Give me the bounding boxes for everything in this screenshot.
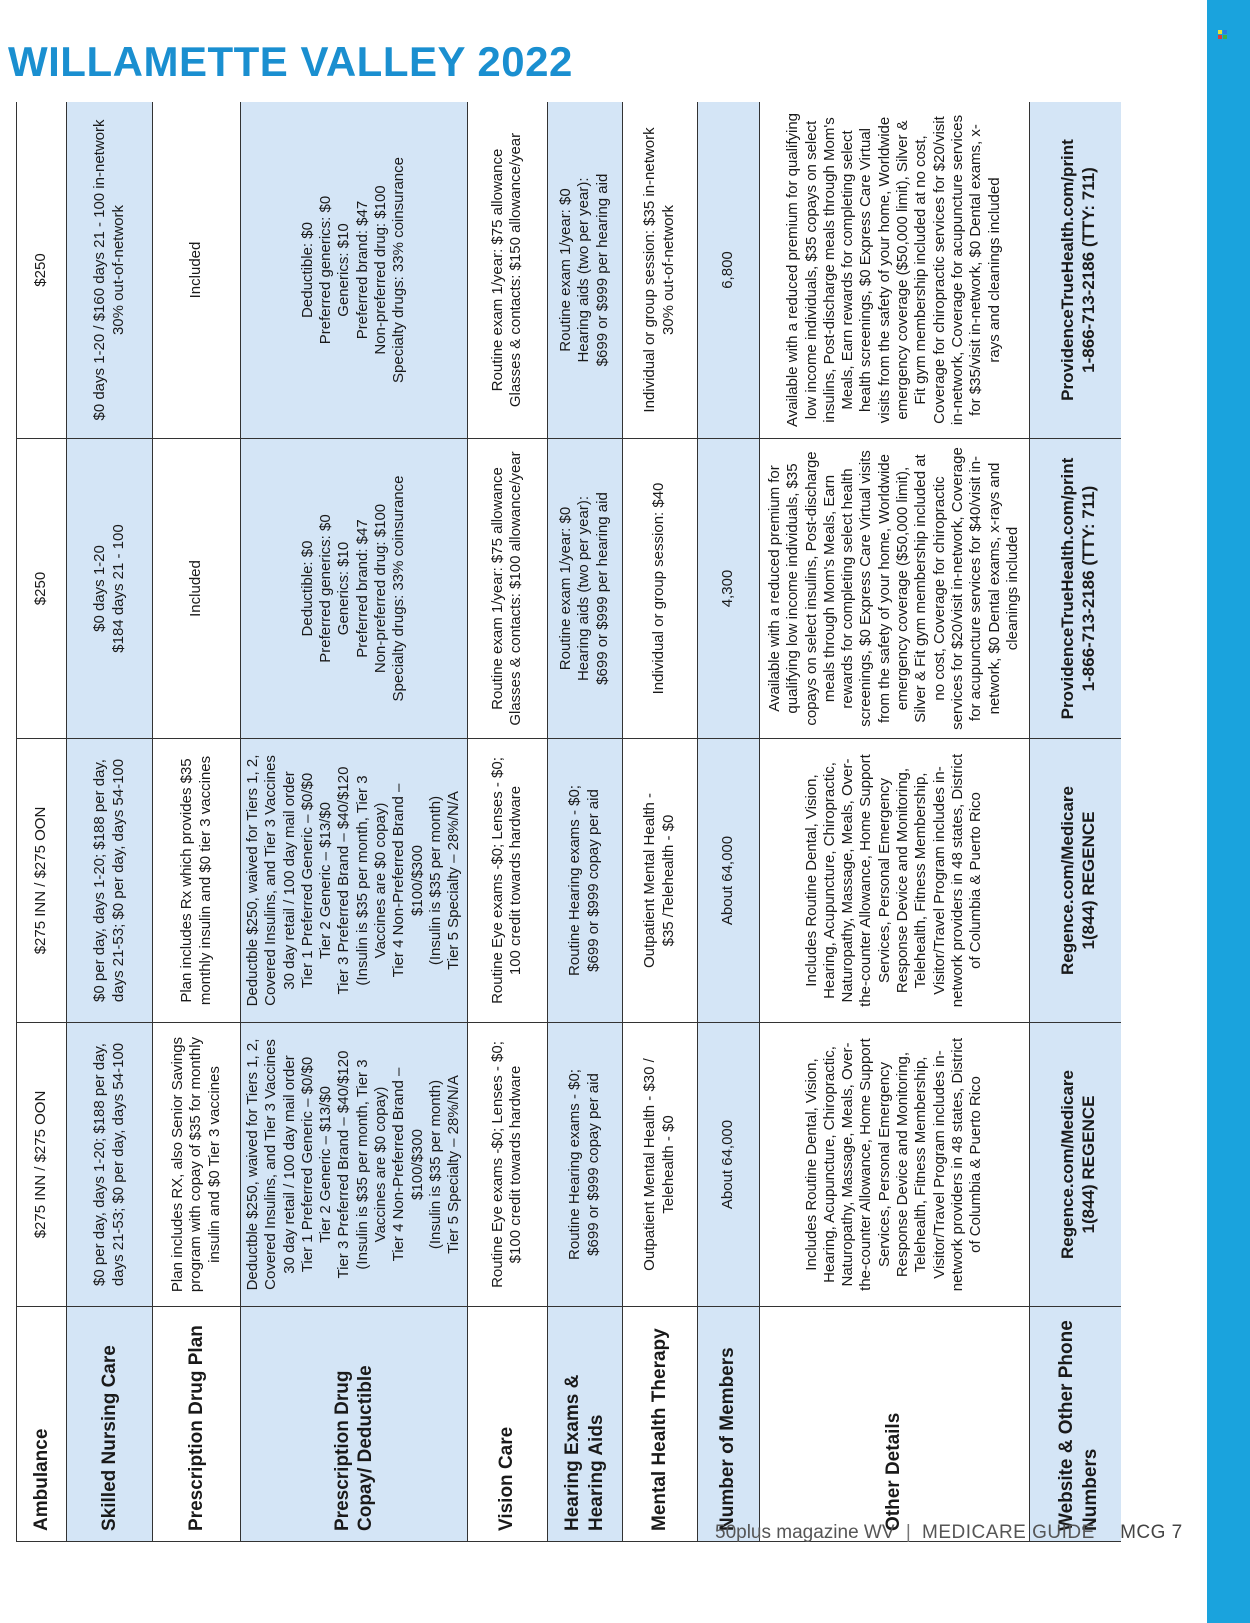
table-cell: $250 (17, 439, 67, 739)
table-cell: $250 (17, 102, 67, 439)
registration-mark-icon (1218, 30, 1227, 39)
table-row (622, 102, 697, 1542)
table-cell: Outpatient Mental Health - $35 /Telehealth - $0 (622, 739, 697, 1023)
table-cell: Routine Eye exams -$0; Lenses - $0; $100 credit towards hardware (467, 1023, 547, 1307)
publication-name: 50plus magazine WV (715, 1522, 895, 1543)
table-cell: About 64,000 (697, 739, 759, 1023)
table-cell: Available with a reduced premium for qualifying low income individuals, $35 copays on select insulins, Post-discharge meals through Mom's Meals, Earn rewards for completing select health screenings, $0 Express Care Virtual visits from the safety of your home, Worldwide emergency coverage ($50,000 limit), Silver & Fit gym membership included at no cost, Coverage for chiropractic services for $20/visit in-network, Coverage for acupuncture services for $40/visit in-network, $0 Dental exams, x-rays and cleanings included (759, 439, 1029, 739)
row-label: Mental Health Therapy (622, 1307, 697, 1542)
table-row (547, 102, 622, 1542)
row-label: Prescription Drug Plan (153, 1307, 241, 1542)
table-cell: Individual or group session: $40 (622, 439, 697, 739)
table-cell: 4,300 (697, 439, 759, 739)
row-label: Website & Other Phone Numbers (1029, 1307, 1121, 1542)
table-cell: $0 per day, days 1-20; $188 per day, days 21-53; $0 per day, days 54-100 (67, 1023, 153, 1307)
table-cell: Routine Hearing exams - $0; $699 or $999 copay per aid (547, 1023, 622, 1307)
comparison-table-container (16, 102, 1121, 1542)
table-row (67, 102, 153, 1542)
table-cell: Outpatient Mental Health - $30 / Telehealth - $0 (622, 1023, 697, 1307)
table-cell: $0 days 1-20 / $160 days 21 - 100 in-network 30% out-of-network (67, 102, 153, 439)
table-cell: $0 days 1-20 $184 days 21 - 100 (67, 439, 153, 739)
table-cell: Routine Eye exams -$0; Lenses - $0; 100 credit towards hardware (467, 739, 547, 1023)
table-cell: $275 INN / $275 OON (17, 739, 67, 1023)
table-cell: Plan includes RX, also Senior Savings program with copay of $35 for monthly insulin and $0 Tier 3 vaccines (153, 1023, 241, 1307)
table-cell: Routine exam 1/year: $75 allowance Glasses & contacts: $150 allowance/year (467, 102, 547, 439)
right-edge-color-bar (1207, 0, 1250, 1623)
table-cell: Deductible: $0 Preferred generics: $0 Generics: $10 Preferred brand: $47 Non-preferred drug: $100 Specialty drugs: 33% coinsurance (241, 439, 468, 739)
row-label: Skilled Nursing Care (67, 1307, 153, 1542)
row-label: Prescription Drug Copay/ Deductible (241, 1307, 468, 1542)
footer-separator: | (905, 1522, 911, 1543)
row-label: Number of Members (697, 1307, 759, 1542)
table-cell: Regence.com/Medicare 1(844) REGENCE (1029, 739, 1121, 1023)
table-cell: Routine Hearing exams - $0; $699 or $999 copay per aid (547, 739, 622, 1023)
table-cell: Deductible: $0 Preferred generics: $0 Generics: $10 Preferred brand: $47 Non-preferred drug: $100 Specialty drugs: 33% coinsurance (241, 102, 468, 439)
row-label: Ambulance (17, 1307, 67, 1542)
table-cell: $0 per day, days 1-20; $188 per day, days 21-53; $0 per day, days 54-100 (67, 739, 153, 1023)
row-label: Vision Care (467, 1307, 547, 1542)
table-row (1029, 102, 1121, 1542)
table-cell: Includes Routine Dental, Vision, Hearing, Acupuncture, Chiropractic, Naturopathy, Massage, Meals, Over-the-counter Allowance, Home Support Services, Personal Emergency Response Device and Monitoring, Telehealth, Fitness Membership, Visitor/Travel Program includes in-network providers in 48 states, District of Columbia & Puerto Rico (759, 1023, 1029, 1307)
page-footer (715, 1522, 1183, 1544)
table-row (759, 102, 1029, 1542)
table-row (153, 102, 241, 1542)
table-cell: Regence.com/Medicare 1(844) REGENCE (1029, 1023, 1121, 1307)
plan-comparison-table (16, 102, 1121, 1542)
table-cell: ProvidenceTrueHealth.com/print 1-866-713-2186 (TTY: 711) (1029, 439, 1121, 739)
page-title: WILLAMETTE VALLEY 2022 (8, 38, 573, 85)
table-cell: Deductble $250, waived for Tiers 1, 2, Covered Insulins, and Tier 3 Vaccines 30 day retail / 100 day mail order Tier 1 Preferred Generic – $0/$0 Tier 2 Generic – $13/$0 Tier 3 Preferred Brand – $40/$120 (Insulin is $35 per month, Tier 3 Vaccines are $0 copay) Tier 4 Non-Preferred Brand – $100/$300 (Insulin is $35 per month) Tier 5 Specialty – 28%/N/A (241, 739, 468, 1023)
table-cell: Available with a reduced premium for qualifying low income individuals, $35 copays on select insulins, Post-discharge meals through Mom's Meals, Earn rewards for completing select health screenings, $0 Express Care Virtual visits from the safety of your home, Worldwide emergency coverage ($50,000 limit), Silver & Fit gym membership included at no cost, Coverage for chiropractic services for $20/visit in-network, Coverage for acupuncture services for $35/visit in-network, $0 Dental exams, x-rays and cleanings included (759, 102, 1029, 439)
table-cell: About 64,000 (697, 1023, 759, 1307)
table-cell: ProvidenceTrueHealth.com/print 1-866-713-2186 (TTY: 711) (1029, 102, 1121, 439)
table-row (697, 102, 759, 1542)
table-cell: Routine exam 1/year: $75 allowance Glasses & contacts: $100 allowance/year (467, 439, 547, 739)
table-cell: 6,800 (697, 102, 759, 439)
table-cell: Routine exam 1/year: $0 Hearing aids (two per year): $699 or $999 per hearing aid (547, 102, 622, 439)
page-number: MCG 7 (1120, 1522, 1183, 1543)
rotated-table-frame (16, 102, 1121, 1542)
table-cell: Includes Routine Dental, Vision, Hearing, Acupuncture, Chiropractic, Naturopathy, Massage, Meals, Over-the-counter Allowance, Home Support Services, Personal Emergency Response Device and Monitoring, Telehealth, Fitness Membership, Visitor/Travel Program includes in-network providers in 48 states, District of Columbia & Puerto Rico (759, 739, 1029, 1023)
table-row (17, 102, 67, 1542)
table-row (241, 102, 468, 1542)
table-row (467, 102, 547, 1542)
table-cell: $275 INN / $275 OON (17, 1023, 67, 1307)
row-label: Hearing Exams & Hearing Aids (547, 1307, 622, 1542)
table-cell: Routine exam 1/year: $0 Hearing aids (two per year): $699 or $999 per hearing aid (547, 439, 622, 739)
table-cell: Included (153, 439, 241, 739)
section-name: MEDICARE GUIDE (922, 1522, 1095, 1543)
table-body (17, 102, 1122, 1542)
row-label: Other Details (759, 1307, 1029, 1542)
table-cell: Deductble $250, waived for Tiers 1, 2, Covered Insulins, and Tier 3 Vaccines 30 day retail / 100 day mail order Tier 1 Preferred Generic – $0/$0 Tier 2 Generic – $13/$0 Tier 3 Preferred Brand – $40/$120 (Insulin is $35 per month, Tier 3 Vaccines are $0 copay) Tier 4 Non-Preferred Brand – $100/$300 (Insulin is $35 per month) Tier 5 Specialty – 28%/N/A (241, 1023, 468, 1307)
table-cell: Plan includes Rx which provides $35 monthly insulin and $0 tier 3 vaccines (153, 739, 241, 1023)
table-cell: Individual or group session: $35 in-network 30% out-of-network (622, 102, 697, 439)
table-cell: Included (153, 102, 241, 439)
